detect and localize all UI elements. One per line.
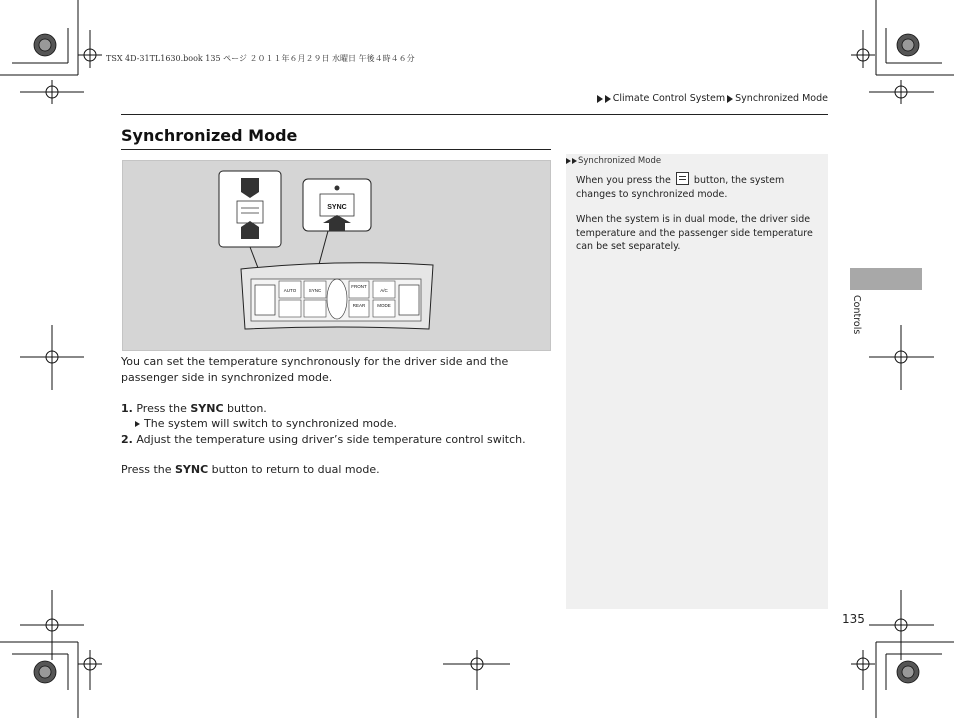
breadcrumb-arrow-icon: [727, 95, 733, 103]
step-1-result: [135, 416, 565, 432]
outro-button-name: SYNC: [175, 463, 209, 476]
panel-label-sync: SYNC: [308, 288, 322, 293]
side-note-arrow-icon: [572, 158, 577, 164]
side-note-p1-post: button, the system changes to synchronized mode.: [576, 175, 785, 200]
side-note-p1-pre: When you press the: [576, 175, 671, 186]
section-title: Synchronized Mode: [121, 126, 298, 145]
header-rule: [121, 114, 828, 115]
step-1-button-name: SYNC: [190, 402, 224, 415]
breadcrumb-level2[interactable]: Synchronized Mode: [735, 93, 828, 104]
side-note-heading-text: Synchronized Mode: [578, 156, 662, 166]
step-1-result-text: The system will switch to synchronized mode.: [144, 417, 398, 430]
outro-text-pre: Press the: [121, 463, 172, 476]
side-note-arrow-icon: [566, 158, 571, 164]
breadcrumb: [597, 93, 828, 104]
step-2: [121, 432, 551, 448]
result-arrow-icon: [135, 421, 140, 427]
print-header: TSX 4D-31TL1630.book 135 ページ ２０１１年６月２９日 水曜日 午後４時４６分: [106, 54, 415, 63]
breadcrumb-arrow-icon: [597, 95, 603, 103]
breadcrumb-arrow-icon: [605, 95, 611, 103]
step-1-text-post: button.: [227, 402, 267, 415]
temperature-switch-callout: [219, 171, 281, 281]
step-2-text: Adjust the temperature using driver’s side temperature control switch.: [136, 433, 526, 446]
panel-label-rear: REAR: [352, 303, 366, 308]
step-1: [121, 401, 551, 417]
outro-paragraph: [121, 462, 551, 478]
panel-label-ac: A/C: [380, 288, 388, 293]
title-rule: [121, 149, 551, 150]
side-note-paragraph-1: [576, 172, 822, 201]
side-note-heading: [566, 156, 661, 166]
outro-text-post: button to return to dual mode.: [211, 463, 380, 476]
step-1-text-pre: Press the: [136, 402, 187, 415]
intro-paragraph: You can set the temperature synchronously for the driver side and the passenger side in synchronized mode.: [121, 355, 509, 384]
step-1-number: 1.: [121, 402, 133, 415]
step-2-number: 2.: [121, 433, 133, 446]
breadcrumb-level1[interactable]: Climate Control System: [612, 93, 726, 104]
panel-label-auto: AUTO: [283, 288, 297, 293]
climate-control-panel: [241, 263, 433, 329]
climate-panel-illustration: [122, 160, 551, 351]
section-tab-label: Controls: [851, 295, 862, 335]
section-tab[interactable]: [850, 268, 922, 290]
page-number: 135: [842, 612, 865, 626]
callout-sync-label: SYNC: [327, 204, 347, 211]
panel-label-front: FRONT: [351, 284, 367, 289]
side-note-paragraph-2: When the system is in dual mode, the driver side temperature and the passenger side temperature can be set separately.: [576, 214, 813, 252]
sync-button-icon: [676, 172, 689, 185]
panel-label-mode: MODE: [377, 303, 391, 308]
